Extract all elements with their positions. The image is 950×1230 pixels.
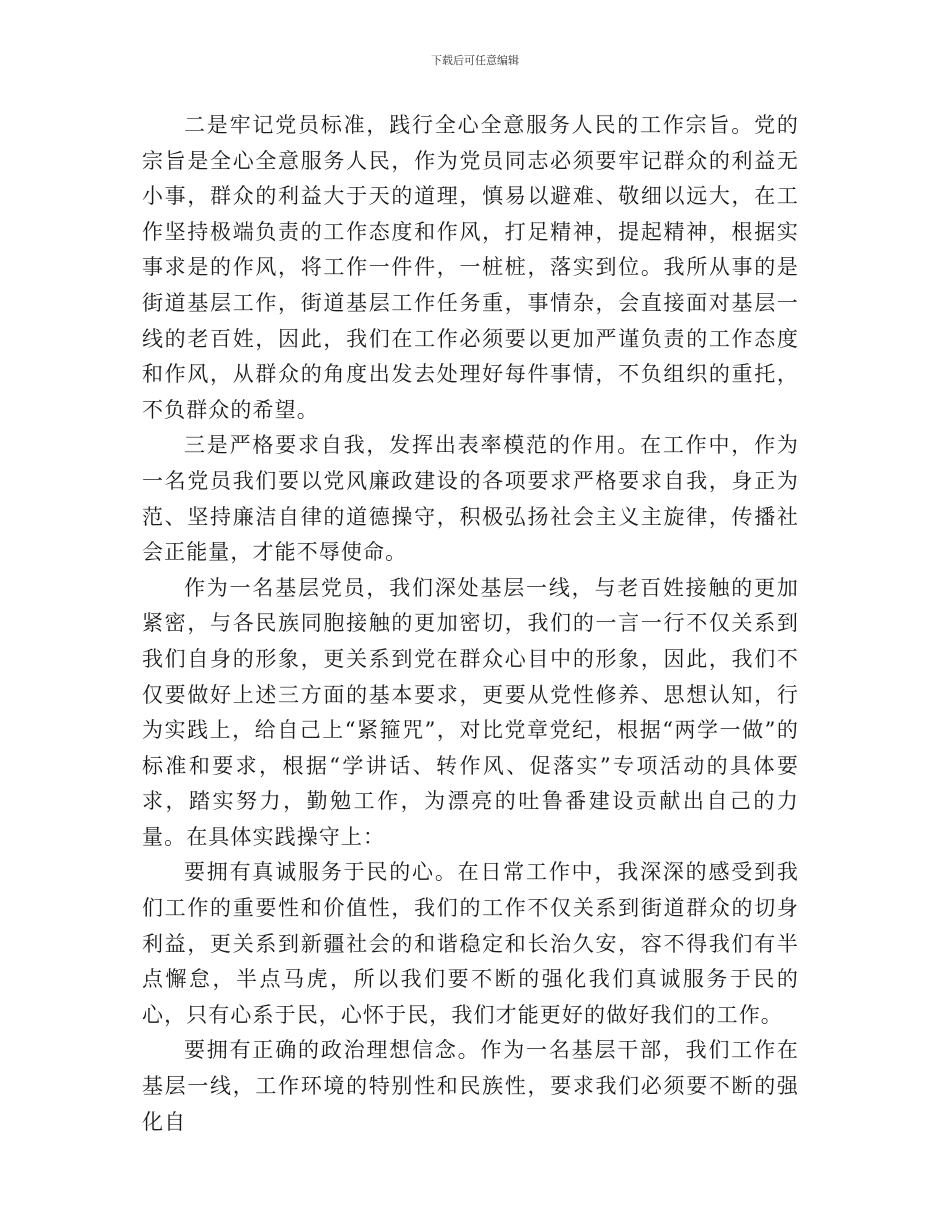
page-header: 下载后可任意编辑 — [431, 54, 519, 67]
paragraph-grassroots-member: 作为一名基层党员，我们深处基层一线，与老百姓接触的更加紧密，与各民族同胞接触的更加密切，我们的一言一行不仅关系到我们自身的形象，更关系到党在群众心目中的形象，因此，我们不仅要做好上述三方面的基本要求，更要从党性修养、思想认知，行为实践上，给自己上“紧箍咒”，对比党章党纪，根据“两学一做”的标准和要求，根据“学讲话、转作风、促落实”专项活动的具体要求，踏实努力，勤勉工作，为漂亮的吐鲁番建设贡献出自己的力量。在具体实践操守上： — [142, 575, 799, 849]
paragraph-political-belief: 要拥有正确的政治理想信念。作为一名基层干部，我们工作在基层一线，工作环境的特别性和民族性，要求我们必须要不断的强化自 — [142, 1038, 799, 1134]
paragraph-serve-people: 要拥有真诚服务于民的心。在日常工作中，我深深的感受到我们工作的重要性和价值性，我们的工作不仅关系到街道群众的切身利益，更关系到新疆社会的和谐稳定和长治久安，容不得我们有半点懈怠，半点马虎，所以我们要不断的强化我们真诚服务于民的心，只有心系于民，心怀于民，我们才能更好的做好我们的工作。 — [142, 860, 799, 1027]
document-body — [142, 108, 799, 1140]
paragraph-self-discipline: 三是严格要求自我，发挥出表率模范的作用。在工作中，作为一名党员我们要以党风廉政建设的各项要求严格要求自我，身正为范、坚持廉洁自律的道德操守，积极弘扬社会主义主旋律，传播社会正能量，才能不辱使命。 — [142, 433, 799, 565]
paragraph-party-standard: 二是牢记党员标准，践行全心全意服务人民的工作宗旨。党的宗旨是全心全意服务人民，作为党员同志必须要牢记群众的利益无小事，群众的利益大于天的道理，慎易以避难、敬细以远大，在工作坚持极端负责的工作态度和作风，打足精神，提起精神，根据实事求是的作风，将工作一件件，一桩桩，落实到位。我所从事的是街道基层工作，街道基层工作任务重，事情杂，会直接面对基层一线的老百姓，因此，我们在工作必须要以更加严谨负责的工作态度和作风，从群众的角度出发去处理好每件事情，不负组织的重托，不负群众的希望。 — [142, 113, 799, 422]
